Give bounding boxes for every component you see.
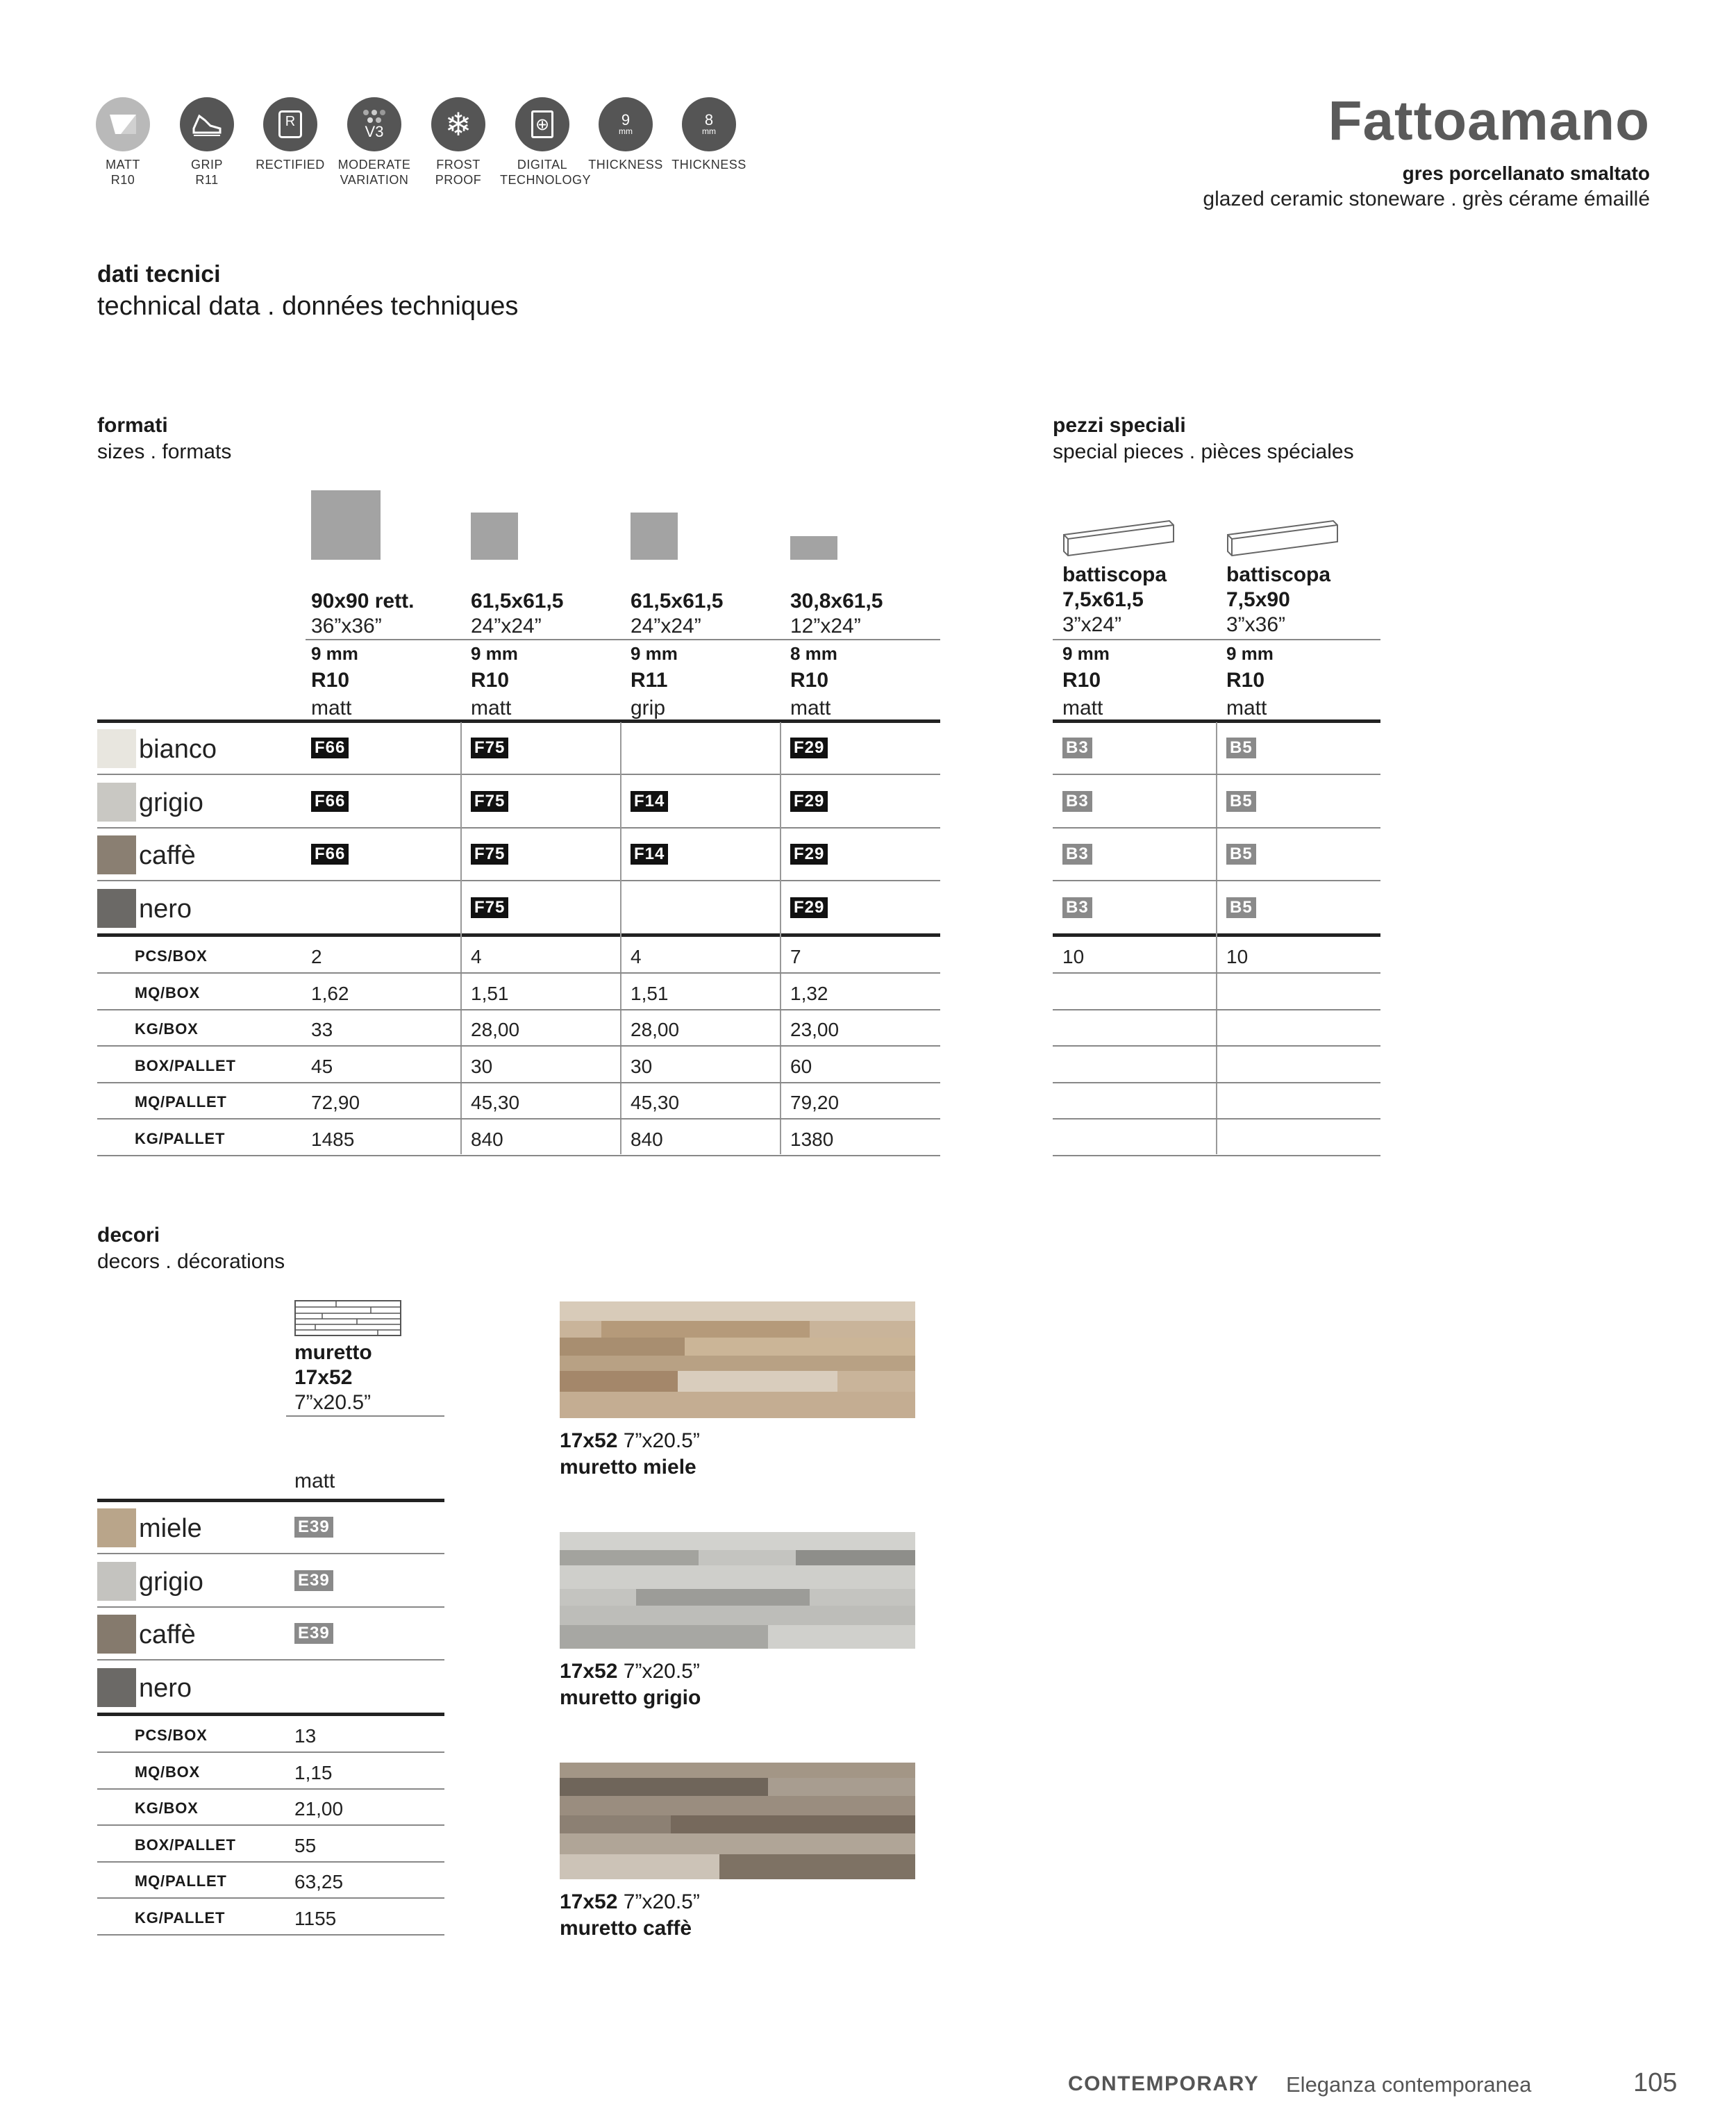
rectified-icon [263,97,317,151]
icon-label: FROST [436,158,481,172]
tech-title: dati tecnici [97,261,221,288]
product-code: F29 [790,844,828,865]
icon-label: GRIP [190,158,223,172]
digital-technology-icon [515,97,569,151]
row-divider [97,880,940,881]
pack-value: 1,51 [471,982,509,1004]
row-divider [1053,1118,1380,1120]
col-inch: 36”x36” [311,615,382,638]
special-piece-code: B3 [1062,738,1092,758]
decor-col [294,1340,372,1415]
pack-value: 1,62 [311,982,349,1004]
color-name: nero [139,894,192,924]
format-col-3-spec [631,640,678,722]
pack-value: 60 [790,1055,812,1077]
col-slip: R10 [790,669,829,692]
skirting-shape-61 [1062,518,1175,558]
row-divider [97,1045,940,1047]
divider [286,1415,444,1417]
format-shape-61x61-grip [631,513,678,560]
col-size: 17x52 [294,1366,353,1389]
muretto-miele-photo [560,1301,915,1418]
decor-code: E39 [294,1623,333,1644]
col-finish: matt [471,697,512,719]
pack-value: 10 [1062,946,1085,967]
col-size: 30,8x61,5 [790,590,883,613]
muretto-shape [294,1300,401,1336]
pezzi-col-1-spec [1062,640,1110,722]
col-slip: R10 [1226,669,1265,692]
pack-value: 840 [631,1128,663,1150]
row-divider [1053,1009,1380,1010]
format-col-4-spec [790,640,837,722]
pack-label: BOX/PALLET [135,1056,236,1074]
col-thickness: 9 mm [471,643,518,664]
format-shape-30x61 [790,536,837,560]
pack-value: 4 [631,946,642,967]
pack-value: 55 [294,1834,317,1856]
product-code: F75 [471,791,508,812]
pack-label: KG/BOX [135,1799,199,1817]
special-piece-code: B5 [1226,738,1256,758]
decor-finish: matt [294,1470,335,1492]
icon-label: THICKNESS [671,158,746,172]
decor-top-rule [97,1499,444,1502]
color-swatch [97,1562,136,1601]
col-finish: matt [311,697,352,719]
icon-label: R11 [195,173,219,187]
icon-label: MODERATE [337,158,411,172]
format-col-2 [471,589,563,639]
icon-label: THICKNESS [588,158,663,172]
pezzi-col-2-spec [1226,640,1274,722]
special-piece-code: B5 [1226,897,1256,918]
muretto-caffe-photo [560,1763,915,1879]
color-swatch [97,1615,136,1654]
color-name: caffè [139,841,196,870]
icon-label: VARIATION [340,173,409,187]
color-swatch [97,783,136,822]
format-col-1 [311,589,414,639]
grip-icon-block [165,97,249,188]
page-number: 105 [1633,2068,1678,2097]
product-code: F75 [471,844,508,865]
product-code: F75 [471,738,508,758]
color-name: miele [139,1514,202,1543]
matt-icon-block [81,97,165,188]
digital-glyph: ⊕ [531,110,553,138]
col-name: battiscopa [1062,563,1167,586]
pack-label: PCS/BOX [135,947,208,965]
col-thickness: 9 mm [1226,643,1274,664]
rectified-icon-block [248,97,333,172]
decori-subtitle: decors . décorations [97,1250,285,1273]
moderate-variation-icon-block [332,97,417,188]
pack-label: KG/BOX [135,1020,199,1038]
formati-subtitle: sizes . formats [97,440,232,463]
pack-value: 4 [471,946,482,967]
grip-icon [180,97,234,151]
row-divider [97,1082,940,1083]
color-name: grigio [139,788,203,817]
color-name: bianco [139,735,217,764]
pezzi-col-1 [1062,563,1167,638]
row-divider [97,1788,444,1790]
pack-value: 30 [471,1055,493,1077]
page-title: Fattoamano [1328,90,1650,151]
special-piece-code: B3 [1062,897,1092,918]
thickness-9-icon [599,97,653,151]
col-size: 61,5x61,5 [631,590,724,613]
format-shape-61x61 [471,513,518,560]
pack-value: 23,00 [790,1019,840,1040]
format-col-3 [631,589,723,639]
caption-size: 17x52 [560,1660,618,1683]
caption-size: 17x52 [560,1429,618,1452]
pack-label: KG/PALLET [135,1908,226,1926]
subtitle-en-fr: glazed ceramic stoneware . grès cérame émaillé [1203,188,1650,210]
caption-inch: 7”x20.5” [623,1890,700,1913]
thickness-8-icon [682,97,736,151]
color-swatch [97,1668,136,1707]
pack-label: MQ/BOX [135,983,201,1001]
row-divider [97,1934,444,1936]
pack-value: 1155 [294,1907,337,1929]
product-code: F14 [631,791,668,812]
pack-value: 2 [311,946,322,967]
product-code: F29 [790,791,828,812]
pezzi-col-2 [1226,563,1330,638]
pezzi-title: pezzi speciali [1053,414,1186,437]
row-divider [97,1118,940,1120]
col-inch: 24”x24” [471,615,542,638]
row-divider [97,1606,444,1608]
col-inch: 3”x24” [1062,613,1122,636]
special-piece-code: B5 [1226,791,1256,812]
product-code: F29 [790,738,828,758]
col-divider [1216,722,1217,1154]
thickness-9-icon-block [583,97,668,172]
color-swatch [97,1508,136,1547]
pack-label: MQ/BOX [135,1763,201,1781]
row-divider [97,1155,940,1156]
matt-icon [96,97,150,151]
decori-title: decori [97,1224,160,1247]
caption-miele [560,1428,700,1481]
col-size: 90x90 rett. [311,590,415,613]
product-code: F66 [311,791,349,812]
row-divider [1053,1045,1380,1047]
col-inch: 3”x36” [1226,613,1286,636]
muretto-grigio-photo [560,1532,915,1649]
col-finish: matt [790,697,831,719]
col-thickness: 9 mm [1062,643,1110,664]
pack-label: KG/PALLET [135,1129,226,1147]
col-size: 7,5x61,5 [1062,588,1144,611]
frost-proof-icon-block [416,97,501,188]
col-name: muretto [294,1341,372,1364]
caption-size: 17x52 [560,1890,618,1913]
row-divider [1053,774,1380,775]
pack-value: 45 [311,1055,333,1077]
color-name: nero [139,1673,192,1703]
caption-name: muretto miele [560,1456,696,1479]
icon-label: R10 [110,173,135,187]
icon-label: TECHNOLOGY [500,173,592,187]
pack-value: 1,51 [631,982,669,1004]
pack-value: 1,15 [294,1761,333,1783]
footer-tagline: Eleganza contemporanea [1286,2072,1532,2097]
product-code: F66 [311,738,349,758]
color-swatch [97,729,136,768]
caption-inch: 7”x20.5” [623,1429,700,1452]
row-divider [1053,880,1380,881]
row-divider [1053,972,1380,974]
pack-value: 840 [471,1128,503,1150]
pack-value: 28,00 [471,1019,520,1040]
rectified-glyph: R [278,110,302,138]
table-top-rule [97,719,940,723]
col-finish: grip [631,697,666,719]
product-code: F29 [790,897,828,918]
thickness-unit: mm [619,126,633,136]
col-name: battiscopa [1226,563,1331,586]
format-shape-90x90 [311,490,381,560]
pack-label: MQ/PALLET [135,1093,227,1110]
caption-name: muretto caffè [560,1917,692,1940]
row-divider [97,1009,940,1010]
col-inch: 7”x20.5” [294,1391,372,1414]
pack-value: 13 [294,1725,317,1747]
row-divider [97,1824,444,1826]
pack-value: 21,00 [294,1798,344,1820]
format-col-2-spec [471,640,518,722]
color-swatch [97,835,136,874]
col-inch: 24”x24” [631,615,701,638]
color-swatch [97,889,136,928]
row-divider [97,972,940,974]
pack-value: 72,90 [311,1092,360,1113]
pack-value: 79,20 [790,1092,840,1113]
thickness-number: 9 [621,111,631,128]
row-divider [1053,1082,1380,1083]
variation-glyph: V3 [365,123,384,140]
pack-value: 10 [1226,946,1249,967]
col-slip: R10 [1062,669,1101,692]
snowflake-glyph: ❄ [444,106,472,142]
col-finish: matt [1062,697,1103,719]
icon-label: PROOF [435,173,482,187]
col-size: 7,5x90 [1226,588,1290,611]
pack-label: BOX/PALLET [135,1836,236,1854]
pack-label: MQ/PALLET [135,1872,227,1890]
pack-value: 1,32 [790,982,828,1004]
decor-mid-rule [97,1713,444,1716]
thickness-number: 8 [704,111,714,128]
decor-code: E39 [294,1517,333,1538]
row-divider [97,1751,444,1753]
product-code: F14 [631,844,668,865]
caption-inch: 7”x20.5” [623,1660,700,1683]
frost-proof-icon [431,97,485,151]
footer-section: CONTEMPORARY [1068,2072,1260,2095]
col-thickness: 8 mm [790,643,837,664]
row-divider [97,1897,444,1899]
special-piece-code: B5 [1226,844,1256,865]
icon-label: MATT [106,158,140,172]
row-divider [97,1861,444,1863]
moderate-variation-icon [347,97,401,151]
pack-value: 1380 [790,1128,834,1150]
format-col-1-spec [311,640,358,722]
format-col-4 [790,589,883,639]
caption-grigio [560,1658,701,1711]
caption-name: muretto grigio [560,1686,701,1709]
special-piece-code: B3 [1062,844,1092,865]
col-inch: 12”x24” [790,615,861,638]
icon-label: DIGITAL [517,158,568,172]
col-divider [780,722,781,1154]
col-thickness: 9 mm [311,643,358,664]
thickness-8-icon-block [667,97,751,172]
special-piece-code: B3 [1062,791,1092,812]
pack-value: 33 [311,1019,333,1040]
col-slip: R11 [631,669,668,692]
row-divider [97,1659,444,1661]
digital-technology-icon-block [500,97,592,188]
col-divider [460,722,462,1154]
thickness-unit: mm [702,126,716,136]
decor-code: E39 [294,1570,333,1591]
tech-subtitle: technical data . données techniques [97,292,519,321]
color-name: grigio [139,1567,203,1597]
product-code: F75 [471,897,508,918]
pezzi-subtitle: special pieces . pièces spéciales [1053,440,1354,463]
table-mid-rule [97,933,940,937]
pack-value: 30 [631,1055,653,1077]
icon-label: RECTIFIED [256,158,325,172]
col-size: 61,5x61,5 [471,590,564,613]
subtitle-it: gres porcellanato smaltato [1402,163,1650,184]
pack-value: 45,30 [631,1092,680,1113]
pack-value: 63,25 [294,1871,344,1892]
col-finish: matt [1226,697,1267,719]
skirting-shape-90 [1226,518,1339,558]
pack-value: 45,30 [471,1092,520,1113]
pack-value: 7 [790,946,801,967]
divider [306,639,940,640]
pack-value: 1485 [311,1128,355,1150]
row-divider [97,1553,444,1554]
row-divider [1053,827,1380,829]
col-slip: R10 [471,669,510,692]
col-slip: R10 [311,669,350,692]
color-name: caffè [139,1620,196,1649]
row-divider [1053,1155,1380,1156]
formati-title: formati [97,414,168,437]
caption-caffe [560,1889,700,1942]
product-code: F66 [311,844,349,865]
row-divider [97,827,940,829]
col-divider [620,722,621,1154]
col-thickness: 9 mm [631,643,678,664]
row-divider [97,774,940,775]
pack-value: 28,00 [631,1019,680,1040]
pack-label: PCS/BOX [135,1726,208,1744]
